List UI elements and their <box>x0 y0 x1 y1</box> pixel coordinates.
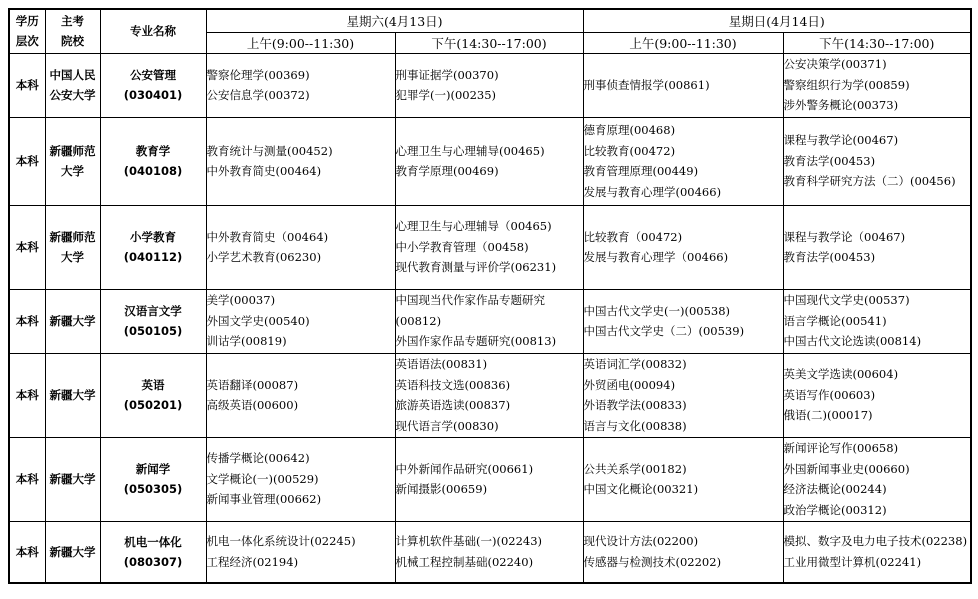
education-level: 本科 <box>9 53 45 117</box>
school-name-line: 新疆大学 <box>49 472 96 486</box>
major-code: (040108) <box>123 164 183 178</box>
major-cell <box>100 53 206 117</box>
school-name <box>45 521 100 583</box>
education-level: 本科 <box>9 205 45 289</box>
table-row <box>9 117 971 205</box>
course-cell-sat-pm <box>395 521 583 583</box>
course-item: 公共关系学(00182) <box>583 461 687 476</box>
major-name: 汉语言文学 <box>124 304 182 318</box>
course-item: 英语词汇学(00832) <box>583 357 687 371</box>
course-item: 比较教育（00472) <box>583 229 683 244</box>
major-cell <box>100 353 206 437</box>
major-code: (050305) <box>123 482 183 496</box>
school-name-line: 大学 <box>61 250 84 264</box>
education-level: 本科 <box>9 437 45 521</box>
header-day-saturday: 星期六(4月13日) <box>206 9 583 32</box>
course-cell-sat-am <box>206 437 395 521</box>
course-item: 公安决策学(00371) <box>783 57 887 72</box>
school-name <box>45 117 100 205</box>
education-level: 本科 <box>9 353 45 437</box>
schedule-body <box>9 53 971 583</box>
course-item: 教育科学研究方法（二）(00456) <box>783 174 956 189</box>
table-row <box>9 205 971 289</box>
course-item: 发展与教育心理学(00466) <box>583 184 722 199</box>
school-name-line: 新疆师范 <box>49 230 96 244</box>
education-level: 本科 <box>9 289 45 353</box>
table-row <box>9 53 971 117</box>
course-cell-sun-am <box>583 205 783 289</box>
course-item: 教育管理原理(00449) <box>583 164 699 178</box>
course-cell-sat-am <box>206 117 395 205</box>
course-cell-sun-pm <box>783 53 971 117</box>
course-item: 公安信息学(00372) <box>206 88 310 102</box>
course-item: 中国现当代作家作品专题研究 <box>395 293 545 308</box>
table-row <box>9 353 971 437</box>
major-cell <box>100 521 206 583</box>
course-item: 模拟、数字及电力电子技术(02238) <box>783 534 968 549</box>
header-slot-sat-pm: 下午(14:30--17:00) <box>395 32 583 53</box>
major-code: (050105) <box>123 324 183 338</box>
school-name-line: 公安大学 <box>49 88 96 102</box>
course-cell-sun-pm <box>783 521 971 583</box>
course-item: 语言学概论(00541) <box>783 313 887 328</box>
course-item: 涉外警务概论(00373) <box>783 98 899 113</box>
course-item: 教育法学(00453) <box>783 153 876 168</box>
table-row <box>9 437 971 521</box>
exam-schedule-table <box>8 8 972 584</box>
course-item: 训诂学(00819) <box>206 334 287 349</box>
course-item: 外语教学法(00833) <box>583 398 687 412</box>
course-item: 中国现代文学史(00537) <box>783 293 910 308</box>
school-name <box>45 205 100 289</box>
course-item: 英语语法(00831) <box>395 357 488 371</box>
course-item: 外贸函电(00094) <box>583 377 676 392</box>
header-school <box>45 9 100 53</box>
header-level-line2: 层次 <box>15 34 39 49</box>
education-level: 本科 <box>9 521 45 583</box>
course-item: 美学(00037) <box>206 293 276 308</box>
course-item: 心理卫生与心理辅导（00465) <box>395 219 552 234</box>
major-name: 机电一体化 <box>124 534 182 549</box>
major-cell <box>100 289 206 353</box>
course-item: 经济法概论(00244) <box>783 482 887 496</box>
course-cell-sun-am <box>583 117 783 205</box>
course-item: 课程与教学论(00467) <box>783 133 899 148</box>
school-name-line: 新疆大学 <box>49 544 96 559</box>
course-item: 中国古代文学史（二）(00539) <box>583 324 745 338</box>
course-item: 传播学概论(00642) <box>206 451 310 466</box>
major-name: 小学教育 <box>130 230 176 244</box>
school-name <box>45 53 100 117</box>
course-item: 小学艺术教育(06230) <box>206 250 322 264</box>
course-cell-sun-pm <box>783 117 971 205</box>
course-item: 中外教育简史(00464) <box>206 164 322 178</box>
major-cell <box>100 437 206 521</box>
school-name-line: 大学 <box>61 164 84 178</box>
course-item: 现代语言学(00830) <box>395 418 499 433</box>
major-name: 新闻学 <box>135 462 171 476</box>
course-cell-sat-pm <box>395 353 583 437</box>
course-item: 传感器与检测技术(02202) <box>583 554 722 569</box>
course-cell-sat-pm <box>395 289 583 353</box>
course-item: 中外教育简史（00464) <box>206 229 329 244</box>
course-cell-sat-pm <box>395 53 583 117</box>
major-cell <box>100 205 206 289</box>
education-level: 本科 <box>9 117 45 205</box>
school-name-line: 中国人民 <box>49 68 96 82</box>
course-cell-sun-pm <box>783 437 971 521</box>
major-code: (030401) <box>123 88 183 102</box>
course-cell-sat-am <box>206 353 395 437</box>
major-name: 公安管理 <box>130 68 176 82</box>
course-item: 教育统计与测量(00452) <box>206 143 333 158</box>
header-day-sunday: 星期日(4月14日) <box>583 9 971 32</box>
course-item: 高级英语(00600) <box>206 398 299 412</box>
course-cell-sun-am <box>583 353 783 437</box>
course-item: 中国古代文论选读(00814) <box>783 334 922 349</box>
header-school-line1: 主考 <box>61 14 84 29</box>
course-item: 中国文化概论(00321) <box>583 482 699 496</box>
course-item: 中小学教育管理（00458) <box>395 239 529 254</box>
course-cell-sun-am <box>583 53 783 117</box>
course-item: 教育法学(00453) <box>783 250 876 264</box>
course-item: 中国古代文学史(一)(00538) <box>583 303 731 318</box>
major-name: 英语 <box>141 378 165 392</box>
course-item: 工程经济(02194) <box>206 554 299 569</box>
table-row <box>9 289 971 353</box>
header-slot-sun-pm: 下午(14:30--17:00) <box>783 32 971 53</box>
course-item: 政治学概论(00312) <box>783 502 887 517</box>
course-item: 新闻事业管理(00662) <box>206 492 322 507</box>
course-cell-sat-am <box>206 205 395 289</box>
major-cell <box>100 117 206 205</box>
course-item: 刑事侦查情报学(00861) <box>583 77 710 92</box>
course-cell-sun-am <box>583 437 783 521</box>
course-item: 机械工程控制基础(02240) <box>395 554 534 569</box>
course-item: 英语翻译(00087) <box>206 377 299 392</box>
course-item: 课程与教学论（00467) <box>783 229 906 244</box>
course-item: 现代设计方法(02200) <box>583 534 699 549</box>
course-cell-sat-am <box>206 53 395 117</box>
course-item: 新闻摄影(00659) <box>395 482 488 496</box>
course-item: 语言与文化(00838) <box>583 418 687 433</box>
major-code: (080307) <box>123 554 183 569</box>
course-item: 德育原理(00468) <box>583 123 676 137</box>
school-name-line: 新疆大学 <box>49 314 96 328</box>
course-item: 外国新闻事业史(00660) <box>783 461 910 476</box>
course-cell-sat-pm <box>395 205 583 289</box>
course-item: 旅游英语选读(00837) <box>395 398 511 412</box>
course-cell-sun-pm <box>783 289 971 353</box>
course-item: 机电一体化系统设计(02245) <box>206 534 356 549</box>
course-item: 警察伦理学(00369) <box>206 67 310 82</box>
course-cell-sat-pm <box>395 437 583 521</box>
course-item: 英美文学选读(00604) <box>783 367 899 382</box>
course-item: 文学概论(一)(00529) <box>206 471 319 486</box>
course-item: (00812) <box>395 313 442 328</box>
course-item: 外国文学史(00540) <box>206 313 310 328</box>
school-name-line: 新疆大学 <box>49 388 96 402</box>
header-slot-sun-am: 上午(9:00--11:30) <box>583 32 783 53</box>
course-cell-sun-am <box>583 289 783 353</box>
table-row <box>9 521 971 583</box>
course-cell-sat-pm <box>395 117 583 205</box>
course-item: 中外新闻作品研究(00661) <box>395 461 534 476</box>
course-item: 犯罪学(一)(00235) <box>395 88 497 102</box>
course-item: 发展与教育心理学（00466) <box>583 250 729 264</box>
major-code: (040112) <box>123 250 183 264</box>
course-cell-sun-pm <box>783 205 971 289</box>
school-name <box>45 353 100 437</box>
major-name: 教育学 <box>135 144 171 158</box>
course-item: 计算机软件基础(一)(02243) <box>395 534 543 549</box>
course-item: 警察组织行为学(00859) <box>783 77 910 92</box>
course-item: 现代教育测量与评价学(06231) <box>395 260 557 275</box>
course-item: 比较教育(00472) <box>583 143 676 158</box>
course-item: 英语写作(00603) <box>783 387 876 402</box>
header-row-days <box>9 9 971 32</box>
school-name <box>45 437 100 521</box>
course-cell-sat-am <box>206 289 395 353</box>
header-school-line2: 院校 <box>61 34 84 49</box>
course-cell-sun-pm <box>783 353 971 437</box>
school-name <box>45 289 100 353</box>
course-item: 俄语(二)(00017) <box>783 408 873 423</box>
course-item: 英语科技文选(00836) <box>395 377 511 392</box>
course-cell-sat-am <box>206 521 395 583</box>
header-level <box>9 9 45 53</box>
header-level-line1: 学历 <box>15 14 39 29</box>
course-item: 刑事证据学(00370) <box>395 67 499 82</box>
course-item: 工业用微型计算机(02241) <box>783 554 922 569</box>
header-slot-sat-am: 上午(9:00--11:30) <box>206 32 395 53</box>
course-item: 外国作家作品专题研究(00813) <box>395 334 557 349</box>
major-code: (050201) <box>123 398 183 412</box>
school-name-line: 新疆师范 <box>49 144 96 158</box>
exam-schedule-document <box>8 8 972 584</box>
course-item: 新闻评论写作(00658) <box>783 441 899 455</box>
course-item: 心理卫生与心理辅导(00465) <box>395 143 545 158</box>
course-item: 教育学原理(00469) <box>395 164 499 178</box>
header-major: 专业名称 <box>100 9 206 53</box>
course-cell-sun-am <box>583 521 783 583</box>
